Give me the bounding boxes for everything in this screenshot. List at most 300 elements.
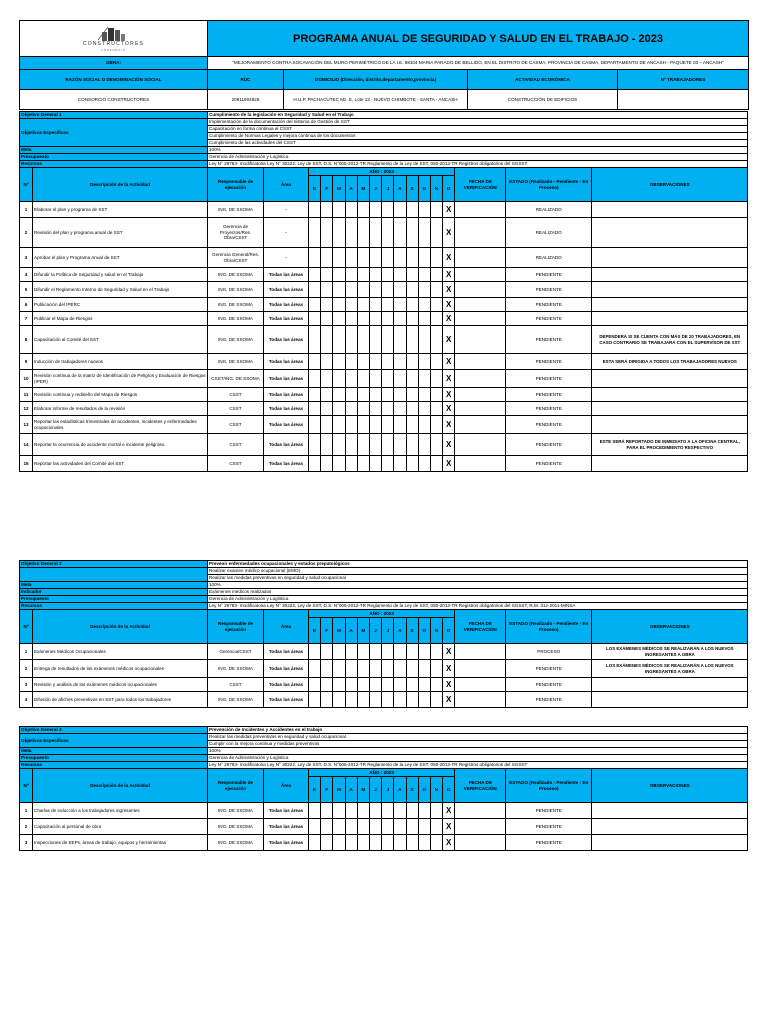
col-estado-header: ESTADO (Realizado - Pendiente - En Proceso) xyxy=(506,168,592,202)
month-mark-december: X xyxy=(443,644,455,660)
activity-description: Revisión continua de la matriz de Identificación de Peligros y Evaluación de Riesgos (IPER) xyxy=(33,370,208,388)
activity-responsible: CSST xyxy=(208,456,264,472)
month-cell xyxy=(369,202,381,218)
activity-area: Todas las áreas xyxy=(264,354,309,370)
month-cell xyxy=(357,644,369,660)
month-cell xyxy=(333,282,345,298)
domicilio-label: DOMICILIO (Dirección, distrito,departamento,provincia) xyxy=(284,70,468,90)
activity-description: Inducción de trabajadores nuevos xyxy=(33,354,208,370)
activity-number: 3 xyxy=(20,678,33,692)
activity-number: 1 xyxy=(20,644,33,660)
month-cell xyxy=(357,434,369,456)
month-cell xyxy=(309,248,321,268)
activity-status: PENDIENTE xyxy=(506,416,592,434)
col-area-header: Área xyxy=(264,769,309,803)
activity-observation: LOS EXÁMENES MÉDICOS SE REALIZARÁN A LOS NUEVOS INGRESANTES A OBRA xyxy=(592,644,748,660)
month-header: S xyxy=(406,618,418,644)
month-header: M xyxy=(333,777,345,803)
activity-number: 7 xyxy=(20,312,33,326)
activity-observation xyxy=(592,803,748,819)
month-cell xyxy=(418,218,430,248)
objetivo-general-label: Objetivo General 3 xyxy=(20,727,208,734)
month-cell xyxy=(333,354,345,370)
month-cell xyxy=(382,819,394,835)
activity-responsible: ING. DE SSOMA xyxy=(208,268,264,282)
month-mark-december: X xyxy=(443,218,455,248)
month-cell xyxy=(309,644,321,660)
objetivo-especifico-value: Implementación de la documentación del sistema de Gestión de SST xyxy=(208,119,748,126)
month-header: N xyxy=(430,176,442,202)
month-cell xyxy=(357,268,369,282)
month-cell xyxy=(357,282,369,298)
activity-area: Todas las áreas xyxy=(264,678,309,692)
fecha-verificacion-cell xyxy=(455,660,506,678)
activity-responsible: ING. DE SSOMA xyxy=(208,312,264,326)
month-cell xyxy=(382,660,394,678)
month-cell xyxy=(321,298,333,312)
activity-observation xyxy=(592,402,748,416)
month-cell xyxy=(418,402,430,416)
activity-row xyxy=(20,202,748,218)
month-cell xyxy=(382,416,394,434)
month-cell xyxy=(333,268,345,282)
month-cell xyxy=(345,678,357,692)
month-cell xyxy=(418,678,430,692)
fecha-verificacion-cell xyxy=(455,692,506,708)
activity-status: PENDIENTE xyxy=(506,803,592,819)
logo-sub: CONSORCIO xyxy=(101,48,126,52)
fecha-verificacion-cell xyxy=(455,248,506,268)
month-cell xyxy=(369,354,381,370)
month-cell xyxy=(406,660,418,678)
month-header: D xyxy=(443,618,455,644)
month-header: M xyxy=(357,618,369,644)
activity-observation: LOS EXÁMENES MÉDICOS SE REALIZARÁN A LOS NUEVOS INGRESANTES A OBRA xyxy=(592,660,748,678)
month-cell xyxy=(309,416,321,434)
activity-status: PENDIENTE xyxy=(506,282,592,298)
activity-number: 9 xyxy=(20,354,33,370)
activity-responsible: ING. DE SSOMA xyxy=(208,835,264,851)
fecha-verificacion-cell xyxy=(455,282,506,298)
month-cell xyxy=(394,370,406,388)
objective-1-table xyxy=(19,111,748,472)
month-cell xyxy=(382,678,394,692)
activity-description: Revisión del plan y programa anual de SST xyxy=(33,218,208,248)
month-cell xyxy=(394,282,406,298)
month-cell xyxy=(382,434,394,456)
month-cell xyxy=(333,803,345,819)
fecha-verificacion-cell xyxy=(455,416,506,434)
buildings-logo-icon xyxy=(94,26,134,42)
activity-number: 14 xyxy=(20,434,33,456)
meta-value: 100% xyxy=(208,147,748,154)
month-cell xyxy=(394,456,406,472)
month-cell xyxy=(369,298,381,312)
month-cell xyxy=(394,298,406,312)
month-cell xyxy=(394,402,406,416)
activity-responsible: Gerencia/CSST xyxy=(208,644,264,660)
activity-description: Revisión y análisis de los exámenes médicos ocupacionales xyxy=(33,678,208,692)
month-cell xyxy=(309,678,321,692)
activity-description: Revisión continua y rediseño del Mapa de Riesgos xyxy=(33,388,208,402)
actividad-label: ACTIVIDAD ECONÓMICA xyxy=(468,70,618,90)
activity-area: Todas las áreas xyxy=(264,835,309,851)
month-cell xyxy=(321,268,333,282)
activity-responsible: CSST xyxy=(208,678,264,692)
fecha-verificacion-cell xyxy=(455,803,506,819)
month-cell xyxy=(382,370,394,388)
activity-row xyxy=(20,678,748,692)
month-cell xyxy=(382,644,394,660)
activity-area: Todas las áreas xyxy=(264,803,309,819)
activity-number: 4 xyxy=(20,692,33,708)
activity-status: PENDIENTE xyxy=(506,660,592,678)
activity-description: Charlas de inducción a los trabajadores ingresantes xyxy=(33,803,208,819)
month-cell xyxy=(394,692,406,708)
month-cell xyxy=(430,416,442,434)
activity-number: 3 xyxy=(20,835,33,851)
col-fecha-header: FECHA DE VERIFICACIÓN xyxy=(455,168,506,202)
activity-number: 11 xyxy=(20,388,33,402)
presupuesto-value: Gerencia de Administración y Logística xyxy=(208,596,748,603)
domicilio-value: H.U.P. PACHACUTEC Mz. E, Lote 13 - NUEVO CHIMBOTE - SANTA - ANCASH xyxy=(284,90,468,110)
month-cell xyxy=(345,456,357,472)
indicador-label: Indicador xyxy=(20,589,208,596)
month-cell xyxy=(382,312,394,326)
month-header: A xyxy=(394,176,406,202)
activity-row xyxy=(20,803,748,819)
month-cell xyxy=(369,268,381,282)
month-cell xyxy=(345,218,357,248)
month-cell xyxy=(333,819,345,835)
month-header: N xyxy=(430,618,442,644)
month-cell xyxy=(418,282,430,298)
activity-row xyxy=(20,402,748,416)
activity-number: 1 xyxy=(20,202,33,218)
month-cell xyxy=(345,298,357,312)
month-cell xyxy=(394,268,406,282)
recursos-label: Recursos xyxy=(20,603,208,610)
month-cell xyxy=(430,326,442,354)
month-cell xyxy=(345,692,357,708)
month-cell xyxy=(382,248,394,268)
meta-label: Meta xyxy=(20,147,208,154)
month-cell xyxy=(333,434,345,456)
activity-description: Reportar la ocurrencia de accidente mortal e incidente peligroso. xyxy=(33,434,208,456)
activity-status: PENDIENTE xyxy=(506,370,592,388)
activity-number: 5 xyxy=(20,282,33,298)
month-mark-december: X xyxy=(443,202,455,218)
month-cell xyxy=(406,819,418,835)
col-resp-header: Responsable de ejecución xyxy=(208,769,264,803)
month-cell xyxy=(382,298,394,312)
month-cell xyxy=(406,282,418,298)
month-cell xyxy=(309,434,321,456)
fecha-verificacion-cell xyxy=(455,312,506,326)
activity-responsible: CSST xyxy=(208,388,264,402)
month-cell xyxy=(418,416,430,434)
month-cell xyxy=(333,835,345,851)
activity-status: PENDIENTE xyxy=(506,312,592,326)
month-header: A xyxy=(394,777,406,803)
fecha-verificacion-cell xyxy=(455,402,506,416)
activity-description: Inspecciones de EEPs, áreas de trabajo, equipos y herramientas xyxy=(33,835,208,851)
activity-number: 4 xyxy=(20,268,33,282)
month-cell xyxy=(321,282,333,298)
objetivo-especifico-value: Realizar examen médico ocupacional (EMO) xyxy=(208,568,748,575)
month-header: M xyxy=(333,176,345,202)
objetivo-general-label: Objetivo General 1 xyxy=(20,112,208,119)
activity-number: 3 xyxy=(20,248,33,268)
month-mark-december: X xyxy=(443,803,455,819)
month-cell xyxy=(406,312,418,326)
month-header: J xyxy=(382,777,394,803)
month-cell xyxy=(333,456,345,472)
month-cell xyxy=(406,370,418,388)
activity-status: PENDIENTE xyxy=(506,402,592,416)
month-cell xyxy=(382,388,394,402)
meta-value: 100% xyxy=(208,582,748,589)
presupuesto-label: Presupuesto xyxy=(20,596,208,603)
month-mark-december: X xyxy=(443,248,455,268)
month-cell xyxy=(430,456,442,472)
presupuesto-label: Presupuesto xyxy=(20,154,208,161)
month-cell xyxy=(406,803,418,819)
fecha-verificacion-cell xyxy=(455,388,506,402)
activity-area: Todas las áreas xyxy=(264,268,309,282)
activity-observation xyxy=(592,248,748,268)
month-cell xyxy=(382,218,394,248)
month-cell xyxy=(418,326,430,354)
month-cell xyxy=(369,692,381,708)
activity-responsible: CSST xyxy=(208,416,264,434)
month-cell xyxy=(345,416,357,434)
month-cell xyxy=(394,354,406,370)
month-cell xyxy=(333,416,345,434)
month-cell xyxy=(369,218,381,248)
month-mark-december: X xyxy=(443,326,455,354)
month-cell xyxy=(357,326,369,354)
month-cell xyxy=(357,202,369,218)
month-cell xyxy=(345,388,357,402)
month-cell xyxy=(418,354,430,370)
activity-number: 8 xyxy=(20,326,33,354)
activity-observation xyxy=(592,312,748,326)
month-cell xyxy=(430,248,442,268)
month-cell xyxy=(333,218,345,248)
activity-description: Elaborar informe de resultados de la revisión xyxy=(33,402,208,416)
month-cell xyxy=(309,370,321,388)
month-cell xyxy=(382,803,394,819)
activity-number: 1 xyxy=(20,803,33,819)
activity-status: PENDIENTE xyxy=(506,434,592,456)
month-header: F xyxy=(321,176,333,202)
month-mark-december: X xyxy=(443,678,455,692)
col-obs-header: OBSERVACIONES xyxy=(592,610,748,644)
month-header: J xyxy=(382,176,394,202)
activity-row xyxy=(20,434,748,456)
recursos-label: Recursos xyxy=(20,161,208,168)
activity-area: - xyxy=(264,248,309,268)
month-header: S xyxy=(406,777,418,803)
activity-responsible: ING. DE SSOMA xyxy=(208,660,264,678)
activity-status: PENDIENTE xyxy=(506,298,592,312)
month-cell xyxy=(406,644,418,660)
month-cell xyxy=(418,434,430,456)
company-logo xyxy=(20,21,208,57)
objetivo-general-value: Prevención de Incidentes y Accidentes en el trabajo xyxy=(208,727,748,734)
year-header: AÑO : 2023 xyxy=(309,769,455,777)
fecha-verificacion-cell xyxy=(455,644,506,660)
month-cell xyxy=(357,456,369,472)
month-cell xyxy=(430,692,442,708)
activity-responsible: ING. DE SSOMA xyxy=(208,692,264,708)
activity-status: REALIZADO xyxy=(506,202,592,218)
activity-area: Todas las áreas xyxy=(264,692,309,708)
meta-value: 100% xyxy=(208,748,748,755)
activity-observation xyxy=(592,218,748,248)
month-cell xyxy=(382,835,394,851)
month-cell xyxy=(369,326,381,354)
month-cell xyxy=(357,388,369,402)
month-cell xyxy=(369,660,381,678)
month-cell xyxy=(321,678,333,692)
month-cell xyxy=(309,692,321,708)
month-cell xyxy=(369,456,381,472)
month-cell xyxy=(369,388,381,402)
month-header: F xyxy=(321,618,333,644)
month-cell xyxy=(394,644,406,660)
activity-status: PENDIENTE xyxy=(506,456,592,472)
header-table xyxy=(19,20,749,110)
month-cell xyxy=(309,218,321,248)
meta-label: Meta xyxy=(20,748,208,755)
activity-row xyxy=(20,660,748,678)
activity-area: Todas las áreas xyxy=(264,370,309,388)
activity-status: PENDIENTE xyxy=(506,354,592,370)
indicador-value: Exámenes médicos realizados xyxy=(208,589,748,596)
month-cell xyxy=(321,388,333,402)
month-cell xyxy=(369,402,381,416)
month-mark-december: X xyxy=(443,835,455,851)
month-cell xyxy=(394,803,406,819)
month-cell xyxy=(418,660,430,678)
month-cell xyxy=(418,370,430,388)
activity-row xyxy=(20,298,748,312)
month-cell xyxy=(382,202,394,218)
fecha-verificacion-cell xyxy=(455,819,506,835)
activity-number: 10 xyxy=(20,370,33,388)
month-cell xyxy=(309,388,321,402)
month-cell xyxy=(430,678,442,692)
month-header: D xyxy=(443,777,455,803)
presupuesto-value: Gerencia de Administración y Logística xyxy=(208,755,748,762)
activity-row xyxy=(20,835,748,851)
activity-row xyxy=(20,819,748,835)
month-cell xyxy=(406,248,418,268)
activity-area: Todas las áreas xyxy=(264,434,309,456)
col-resp-header: Responsable de ejecución xyxy=(208,168,264,202)
month-cell xyxy=(394,660,406,678)
year-header: AÑO : 2023 xyxy=(309,610,455,618)
month-cell xyxy=(369,248,381,268)
ruc-value: 20611904828 xyxy=(208,90,284,110)
col-obs-header: OBSERVACIONES xyxy=(592,168,748,202)
month-header: E xyxy=(309,176,321,202)
activity-description: Difundir la Política de Seguridad y salud en el Trabajo xyxy=(33,268,208,282)
presupuesto-value: Gerencia de Administración y Logística xyxy=(208,154,748,161)
month-cell xyxy=(394,678,406,692)
activity-number: 2 xyxy=(20,819,33,835)
activity-row xyxy=(20,644,748,660)
ruc-label: RUC xyxy=(208,70,284,90)
month-cell xyxy=(418,388,430,402)
month-cell xyxy=(430,268,442,282)
month-mark-december: X xyxy=(443,456,455,472)
month-cell xyxy=(382,692,394,708)
month-cell xyxy=(406,354,418,370)
actividad-value: CONSTRUCCIÓN DE EDIFICIOS xyxy=(468,90,618,110)
month-cell xyxy=(357,678,369,692)
col-estado-header: ESTADO (Realizado - Pendiente - En Proceso) xyxy=(506,610,592,644)
month-cell xyxy=(321,218,333,248)
month-cell xyxy=(357,248,369,268)
month-mark-december: X xyxy=(443,354,455,370)
month-header: M xyxy=(357,176,369,202)
fecha-verificacion-cell xyxy=(455,456,506,472)
activity-area: Todas las áreas xyxy=(264,326,309,354)
month-cell xyxy=(321,456,333,472)
month-cell xyxy=(406,416,418,434)
month-cell xyxy=(309,282,321,298)
activity-number: 6 xyxy=(20,298,33,312)
month-cell xyxy=(357,312,369,326)
fecha-verificacion-cell xyxy=(455,218,506,248)
activity-status: PENDIENTE xyxy=(506,388,592,402)
month-cell xyxy=(394,248,406,268)
activity-row xyxy=(20,388,748,402)
month-mark-december: X xyxy=(443,268,455,282)
activity-status: PENDIENTE xyxy=(506,692,592,708)
fecha-verificacion-cell xyxy=(455,370,506,388)
razon-social-label: RAZÓN SOCIAL O DENOMINACIÓN SOCIAL xyxy=(20,70,208,90)
activity-responsible: ING. DE SSOMA xyxy=(208,202,264,218)
month-header: F xyxy=(321,777,333,803)
month-cell xyxy=(369,803,381,819)
month-cell xyxy=(394,434,406,456)
fecha-verificacion-cell xyxy=(455,298,506,312)
month-header: M xyxy=(333,618,345,644)
activity-description: Publicar el Mapa de Riesgos xyxy=(33,312,208,326)
activity-observation xyxy=(592,268,748,282)
month-cell xyxy=(382,456,394,472)
col-desc-header: Descripción de la Actividad xyxy=(33,769,208,803)
month-cell xyxy=(382,354,394,370)
activity-description: Reportar las estadísticas trimestrales de accidentes, incidentes y enfermedades ocupacionales xyxy=(33,416,208,434)
month-cell xyxy=(309,835,321,851)
month-cell xyxy=(406,456,418,472)
recursos-value: Ley N° 29783- modificatoria Ley N° 30222, Ley de SST, D.S. N°005-2012-TR Reglamento de la Ley de SST, 050-2013-TR Registros obligatorios del SGSST, R.M. 312-2011-MINSA xyxy=(208,603,748,610)
month-cell xyxy=(418,835,430,851)
month-cell xyxy=(357,660,369,678)
activity-area: Todas las áreas xyxy=(264,644,309,660)
month-cell xyxy=(345,354,357,370)
month-cell xyxy=(406,402,418,416)
activity-description: Aprobar el plan y Programa Anual de SST xyxy=(33,248,208,268)
month-cell xyxy=(309,268,321,282)
activity-number: 12 xyxy=(20,402,33,416)
activity-observation xyxy=(592,202,748,218)
